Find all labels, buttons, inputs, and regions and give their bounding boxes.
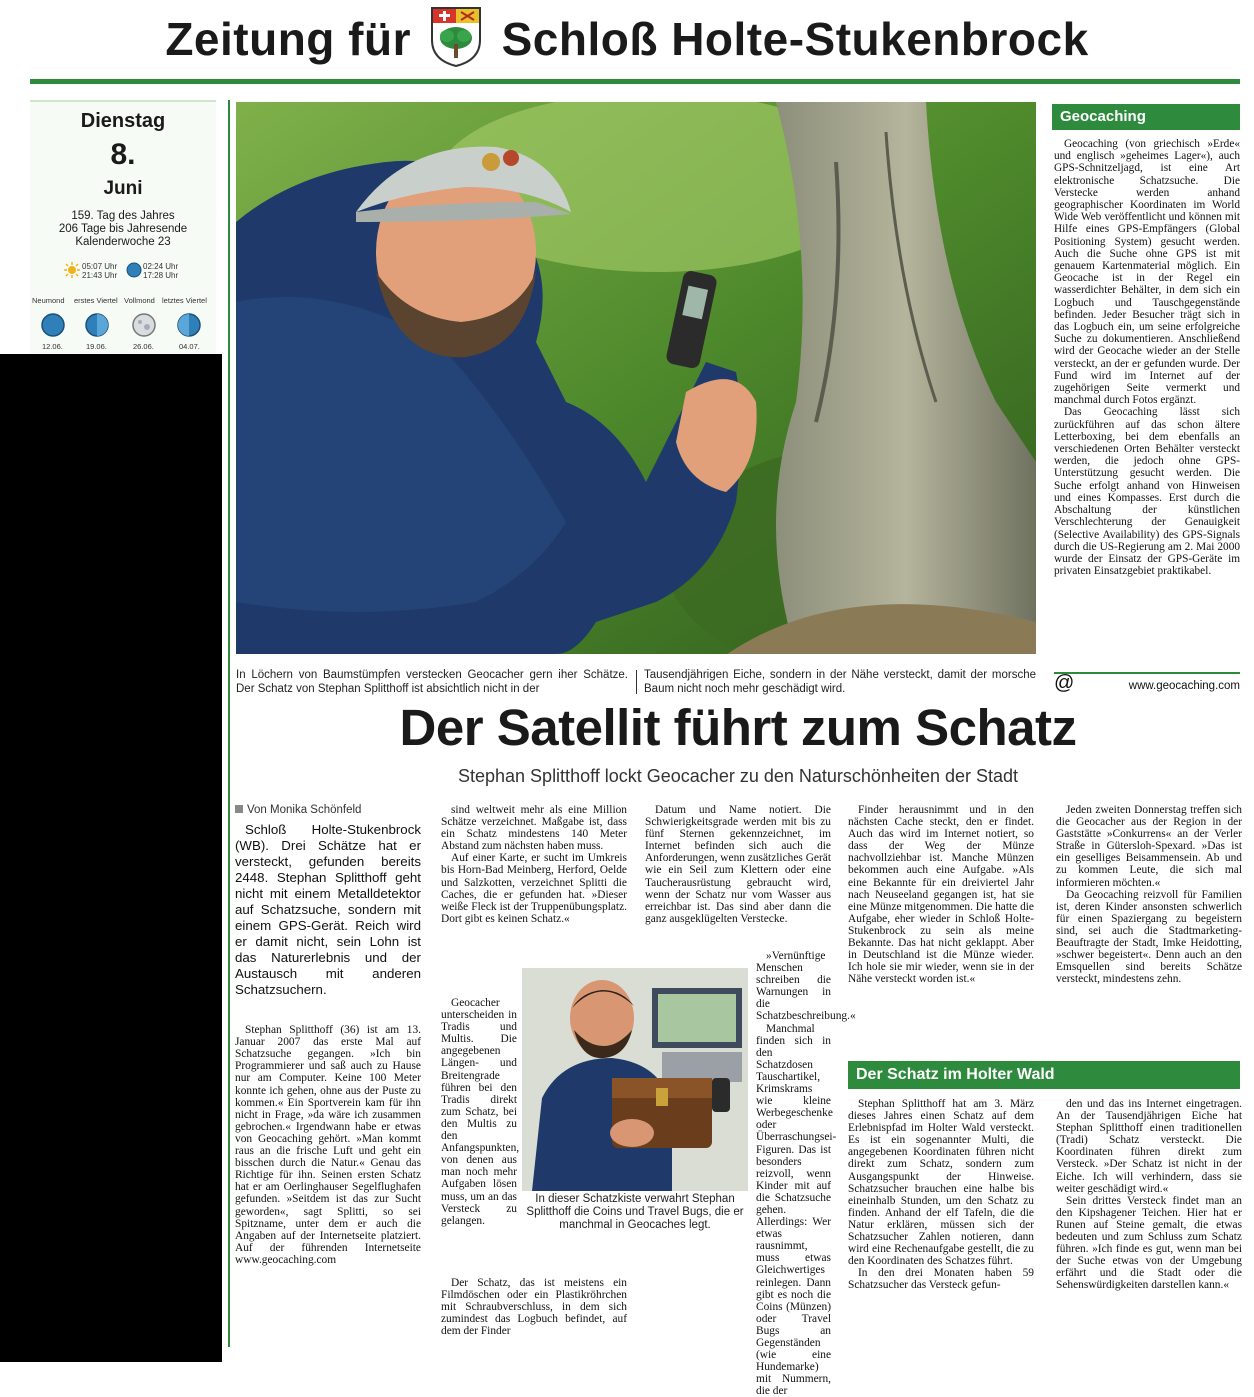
sun-icon xyxy=(64,262,80,283)
new-moon-icon xyxy=(40,312,66,343)
article-column-3 xyxy=(645,804,831,925)
body-paragraph: Jeden zweiten Donnerstag treffen sich die Geocacher aus der Region in der Gaststätte »Conkurrens« an der Verler Straße in Gütersloh-Spexard. »Das ist ein geselliges Beisammensein. Ab und zu kommen Leute, die sich mal informieren möchten.« xyxy=(1056,804,1242,889)
body-paragraph: Da Geocaching reizvoll für Familien ist, deren Kinder ansonsten schwerlich für einen Spaziergang zu begeistern sind, sei auch die Stadtmarketing-Beauftragte der Stadt, Imke Heidotting, »schwer begeistert«. Denn auch an den Emsquellen sind bereits Schätze versteckt, mindestens zehn. xyxy=(1056,888,1242,986)
body-paragraph: Auf einer Karte, er sucht im Umkreis bis Horn-Bad Meinberg, Herford, Oelde und Salzkotten, verzeichnet Splitti die Caches, die er gefunden hat. »Dieser weiße Fleck ist der Truppenübungsplatz. Dort gibt es keinen Schatz.« xyxy=(441,852,627,925)
moon-phase-label: Vollmond xyxy=(124,296,155,305)
body-paragraph: den und das ins Internet eingetragen. An der Tausendjährigen Eiche hat Stephan Splitthoff einen traditionellen (Tradi) Schatz versteckt. Die Koordinaten führen direkt zum Versteck. »Der Schatz ist nicht in der Eiche. Ich will verhindern, dass sie weiter geschädigt wird.« xyxy=(1056,1098,1242,1195)
moon-phase-label: Neumond xyxy=(32,296,65,305)
body-paragraph: Finder herausnimmt und in den nächsten Cache steckt, den er findet. Auch das wird im Internet notiert, so dass der Weg der Münze nachvollziehbar ist. Manche Münzen bekommen auch eine Aufgabe. »Als eine Bekannte für ein dreiviertel Jahr nach Neuseeland gegangen ist, hat sie eine Münze mitgenommen. Die hatte die Aufgabe, eher wieder in Schloß Holte-Stukenbrock zu sein als meine Bekannte. Das hat nicht geklappt. Aber in Deutschland ist die Münze wieder. Ich hole sie mir wieder, wenn sie in der Nähe versteckt worden ist.« xyxy=(848,804,1034,986)
sidebar-rule xyxy=(1054,672,1240,674)
subsection-column-left xyxy=(848,1098,1034,1292)
subsection-column-right xyxy=(1056,1098,1242,1292)
sidebar-paragraph: Geocaching (von griechisch »Erde« und englisch »geheimes Lager«), auch GPS-Schnitzeljagd, ist eine Art elektronische Schatzsuche. Die Verstecke werden anhand geographischer Koordinaten im World Wide Web veröffentlicht und können mit Hilfe eines GPS-Empfängers (Global Positioning System) gesucht werden. Auch die Suche ohne GPS ist mit genauem Kartenmaterial möglich. Ein Geocache ist in der Regel ein wasserdichter Behälter, in dem sich ein Logbuch und Tauschgegenstände befinden. Jeder Besucher trägt sich in das Logbuch ein, um seine erfolgreiche Suche zu dokumentieren. Anschließend wird der Geocache wieder an der Stelle versteckt, an der er gefunden wurde. Der Fund wird im Internet auf der zugehörigen Seite vermerkt und manchmal durch Fotos ergänzt. xyxy=(1054,138,1240,407)
main-photo xyxy=(236,102,1036,654)
masthead-rule xyxy=(30,79,1240,84)
day-of-year: 159. Tag des Jahres xyxy=(71,210,175,222)
masthead-title-right: Schloß Holte-Stukenbrock xyxy=(501,13,1089,66)
moon-phase-label: erstes Viertel xyxy=(74,296,118,305)
inset-photo xyxy=(522,968,748,1191)
inset-caption: In dieser Schatzkiste verwahrt Stephan Splitthoff die Coins und Travel Bugs, die er manchmal in Geocaches legt. xyxy=(526,1193,744,1231)
lead-paragraph: Schloß Holte-Stukenbrock (WB). Drei Schätze hat er versteckt, gefunden bereits 2448. Stephan Splitthoff geht nicht mit einem Metalldetektor auf Schatzsuche, sondern mit einem GPS-Gerät. Reich wird er damit nicht, sein Lohn ist das Naturerlebnis und der Austausch mit anderen Schatzsuchern. xyxy=(235,822,421,998)
sidebar-paragraph: Das Geocaching lässt sich zurückführen auf das schon ältere Letterboxing, bei dem ebenfalls an verschiedenen Orten Behälter versteckt werden, die jedoch ohne GPS-Unterstützung gesucht werden. Die Suche erfolgt anhand von Hinweisen und eines Kompasses. Erst durch die Abschaltung der künstlichen Verschlechterung der Genauigkeit (Selective Availability) des GPS-Signals durch die US-Regierung am 2. Mai 2000 wurde der Einsatz der GPS-Geräte im privaten Einsatzgebiet praktikabel. xyxy=(1054,406,1240,578)
sidebar-title: Geocaching xyxy=(1052,104,1240,130)
full-moon-icon xyxy=(131,312,157,343)
body-paragraph: Sein drittes Versteck findet man an den Kipshagener Teichen. Hier hat er Runen auf Steine gemalt, die etwas bedeuten und zum Schluss zum Schatz führen. »Ich finde es gut, wenn man bei der Suche etwas von der Umgebung erfährt und die Stadt oder die Sehenswürdigkeiten darstellen kann.« xyxy=(1056,1194,1242,1292)
body-paragraph: Manchmal finden sich in den Schatzdosen Tauschartikel, Krimskrams wie kleine Werbegeschenke oder Überraschungsei-Figuren. Das ist besonders reizvoll, wenn Kinder mit auf die Schatzsuche gehen. Allerdings: Wer etwas rausnimmt, muss etwas Gleichwertiges reinlegen. Dann gibt es noch die Coins (Münzen) oder Travel Bugs an Gegenständen (wie eine Hundemarke) mit Nummern, die der xyxy=(756,1022,837,1397)
masthead-title xyxy=(0,12,1254,74)
moon-phase-date: 04.07. xyxy=(179,342,200,351)
date-box xyxy=(30,100,216,354)
days-to-end: 206 Tage bis Jahresende xyxy=(58,223,188,235)
moon-phase-date: 12.06. xyxy=(42,342,63,351)
body-paragraph: Stephan Splitthoff (36) ist am 13. Januar 2007 das erste Mal auf Schatzsuche gegangen. »Ich bin Programmierer und saß auch zu Hause nur am Computer. Keine 100 Meter konnte ich gehen, ohne aus der Puste zu kommen.« Ein Sportverein kam für ihn nicht in Frage, »da wäre ich zusammen gebrochen.« Irgendwann habe er etwas von Geocaching gehört. »Man kommt raus an die frische Luft und geht ein bisschen durch die Natur.« Genau das Richtige für ihn. Seinen ersten Schatz hat er am Oerlinghauser Segelflughafen gefunden. »Seitdem ist das zur Sucht geworden«, sagt Splitti, so sei Spitzname, unter dem er auch die Angaben auf der Internetseite platziert. Auf der führenden Internetseite www.geocaching.com xyxy=(235,1024,421,1266)
body-paragraph: Datum und Name notiert. Die Schwierigkeitsgrade werden mit bis zu fünf Sternen gekennzeichnet, im Internet befinden sich auch die Anforderungen, wenn zusätzliches Gerät wie ein Seil zum Klettern oder eine Taucherausrüstung gebraucht wird, wenn der Schatz nur vom Wasser aus erreichbar ist. Das sind aber dann die ganz ausgeklügelten Verstecke. xyxy=(645,804,831,925)
moon-phase-date: 26.06. xyxy=(133,342,154,351)
body-paragraph: Stephan Splitthoff hat am 3. März dieses Jahres einen Schatz auf dem Erlebnispfad im Holter Wald versteckt. Es ist ein sogenannter Multi, die angegebenen Koordinaten führen nicht direkt zum Schatz, sondern zum Ausgangspunkt der Hinweise. Schatzsucher brauchen eine halbe bis eineinhalb Stunden, um den Schatz zu finden. Anhand der elf Tafeln, die die Natur erklären, müssen sich der Schatzsucher Zahlen notieren, dann wird eine Rechenaufgabe gestellt, die zu den Koordinaten des Schatzes führt. xyxy=(848,1098,1034,1268)
byline-square-icon xyxy=(235,805,243,813)
sunset-time: 21:43 Uhr xyxy=(82,271,118,280)
sunrise-time: 05:07 Uhr xyxy=(82,262,118,271)
headline: Der Satellit führt zum Schatz xyxy=(399,699,1077,756)
moon-icon xyxy=(126,262,142,283)
byline-text: Von Monika Schönfeld xyxy=(247,804,362,816)
masthead-title-left: Zeitung für xyxy=(165,13,412,66)
caption-divider xyxy=(636,670,637,694)
article-column-5 xyxy=(1056,804,1242,985)
byline xyxy=(235,804,421,816)
body-paragraph: »Vernünftige Menschen schreiben die Warnungen in die Schatzbeschreibung.« xyxy=(756,950,856,1023)
coat-of-arms-icon xyxy=(430,6,482,68)
at-icon: @ xyxy=(1054,672,1075,694)
month: Juni xyxy=(103,178,143,199)
weekday: Dienstag xyxy=(80,110,166,132)
day-number: 8. xyxy=(110,138,136,171)
moonset-time: 17:28 Uhr xyxy=(143,271,179,280)
article-column-2-end xyxy=(441,1277,627,1337)
masthead xyxy=(0,0,1254,80)
article-column-3-wrap xyxy=(756,950,856,1397)
first-quarter-icon xyxy=(84,312,110,343)
last-quarter-icon xyxy=(176,312,202,343)
sidebar-text xyxy=(1054,138,1240,577)
subsection-title: Der Schatz im Holter Wald xyxy=(848,1061,1240,1089)
moon-phase-date: 19.06. xyxy=(86,342,107,351)
body-paragraph: sind weltweit mehr als eine Million Schätze verzeichnet. Maßgabe ist, dass ein Schatz mindestens 140 Meter Abstand zum nächsten haben muss. xyxy=(441,804,627,853)
article-column-2-wrap xyxy=(441,997,520,1227)
calendar-week: Kalenderwoche 23 xyxy=(75,236,171,248)
article-column-2 xyxy=(441,804,627,925)
sidebar-url[interactable]: www.geocaching.com xyxy=(1128,680,1240,692)
column-rule xyxy=(228,100,230,1347)
body-paragraph: Der Schatz, das ist meistens ein Filmdöschen oder ein Plastikröhrchen mit Schraubverschluss, in dem sich zumindest das Logbuch befindet, auf dem der Finder xyxy=(441,1277,627,1338)
body-paragraph: Geocacher unterscheiden in Tradis und Multis. Die angegebenen Längen- und Breitengrade führen bei den Tradis direkt zum Schatz, bei den Multis zu den Anfangspunkten, von denen aus man noch mehr Aufgaben lösen muss, um an das Versteck zu gelangen. xyxy=(441,997,520,1227)
article-column-1 xyxy=(235,804,421,1266)
moon-phase-label: letztes Viertel xyxy=(162,296,207,305)
subheadline: Stephan Splitthoff lockt Geocacher zu den Naturschönheiten der Stadt xyxy=(457,766,1019,786)
moonrise-time: 02:24 Uhr xyxy=(143,262,179,271)
black-block xyxy=(0,354,222,1362)
body-paragraph: In den drei Monaten haben 59 Schatzsucher das Versteck gefun- xyxy=(848,1267,1034,1292)
article-column-4 xyxy=(848,804,1034,985)
photo-caption-left: In Löchern von Baumstümpfen verstecken Geocacher gern iher Schätze. Der Schatz von Stephan Splitthoff ist absichtlich nicht in der xyxy=(236,669,628,695)
photo-caption-right: Tausendjährigen Eiche, sondern in der Nähe versteckt, damit der morsche Baum nicht noch mehr geschädigt wird. xyxy=(644,669,1036,695)
